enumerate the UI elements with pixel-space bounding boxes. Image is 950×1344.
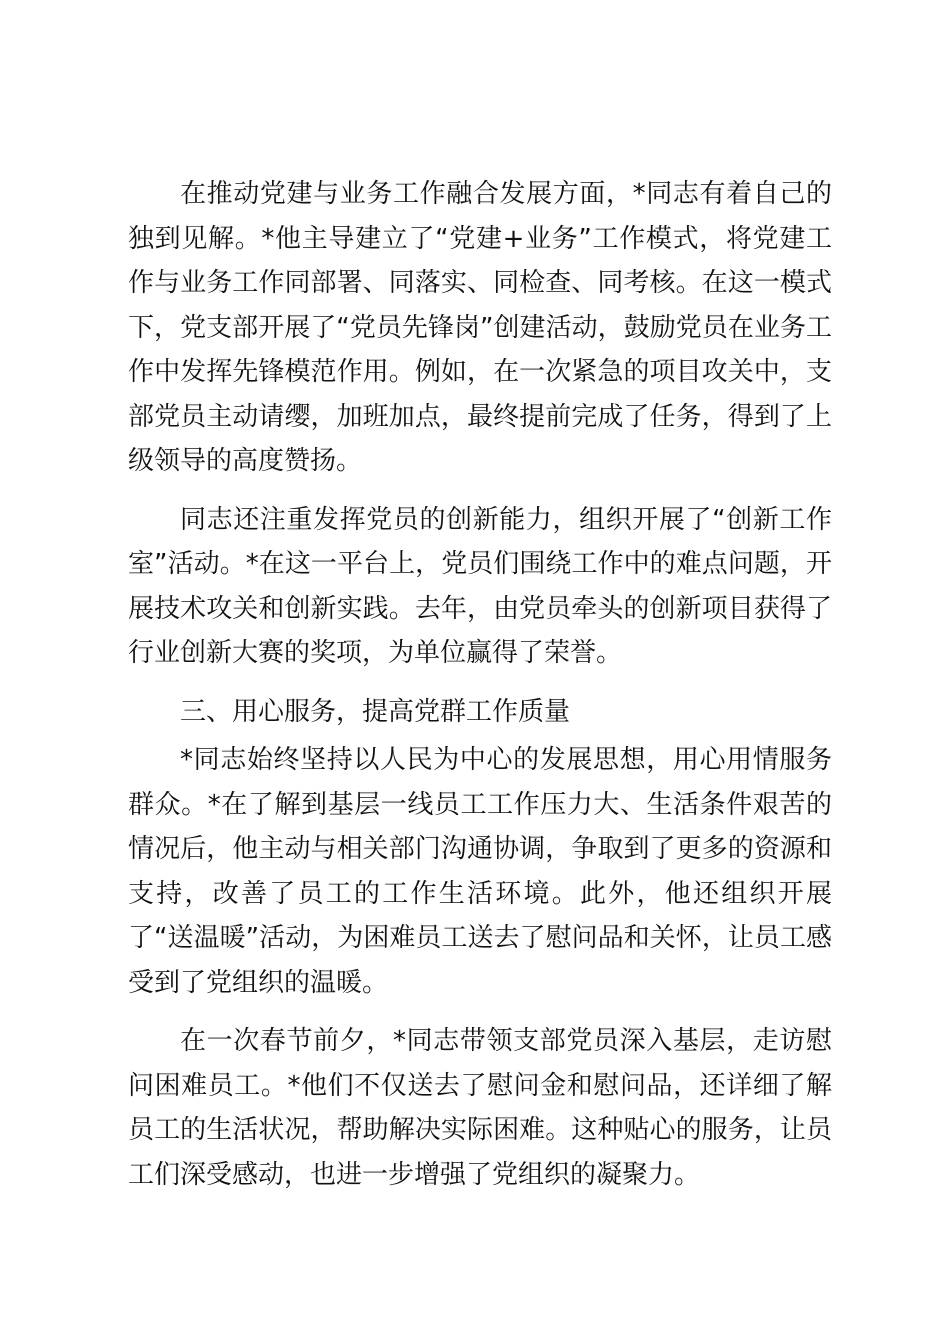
- paragraph-party-business-integration: 在推动党建与业务工作融合发展方面，*同志有着自己的独到见解。*他主导建立了“党建+业务”工作模式，将党建工作与业务工作同部署、同落实、同检查、同考核。在这一模式下，党支部开展了“党员先锋岗”创建活动，鼓励党员在业务工作中发挥先锋模范作用。例如，在一次紧急的项目攻关中，支部党员主动请缨，加班加点，最终提前完成了任务，得到了上级领导的高度赞扬。: [128, 179, 832, 476]
- paragraph-innovation-studio: 同志还注重发挥党员的创新能力，组织开展了“创新工作室”活动。*在这一平台上，党员们围绕工作中的难点问题，开展技术攻关和创新实践。去年，由党员牵头的创新项目获得了行业创新大赛的奖项，为单位赢得了荣誉。: [128, 504, 832, 668]
- document-body: [128, 172, 832, 1211]
- paragraph-spring-festival-visit: 在一次春节前夕，*同志带领支部党员深入基层，走访慰问困难员工。*他们不仅送去了慰问金和慰问品，还详细了解员工的生活状况，帮助解决实际困难。这种贴心的服务，让员工们深受感动，也进一步增强了党组织的凝聚力。: [128, 1026, 832, 1190]
- paragraph-serve-employees: *同志始终坚持以人民为中心的发展思想，用心用情服务群众。*在了解到基层一线员工工作压力大、生活条件艰苦的情况后，他主动与相关部门沟通协调，争取到了更多的资源和支持，改善了员工的工作生活环境。此外，他还组织开展了“送温暖”活动，为困难员工送去了慰问品和关怀，让员工感受到了党组织的温暖。: [128, 745, 832, 998]
- section-heading: 三、用心服务，提高党群工作质量: [180, 696, 571, 727]
